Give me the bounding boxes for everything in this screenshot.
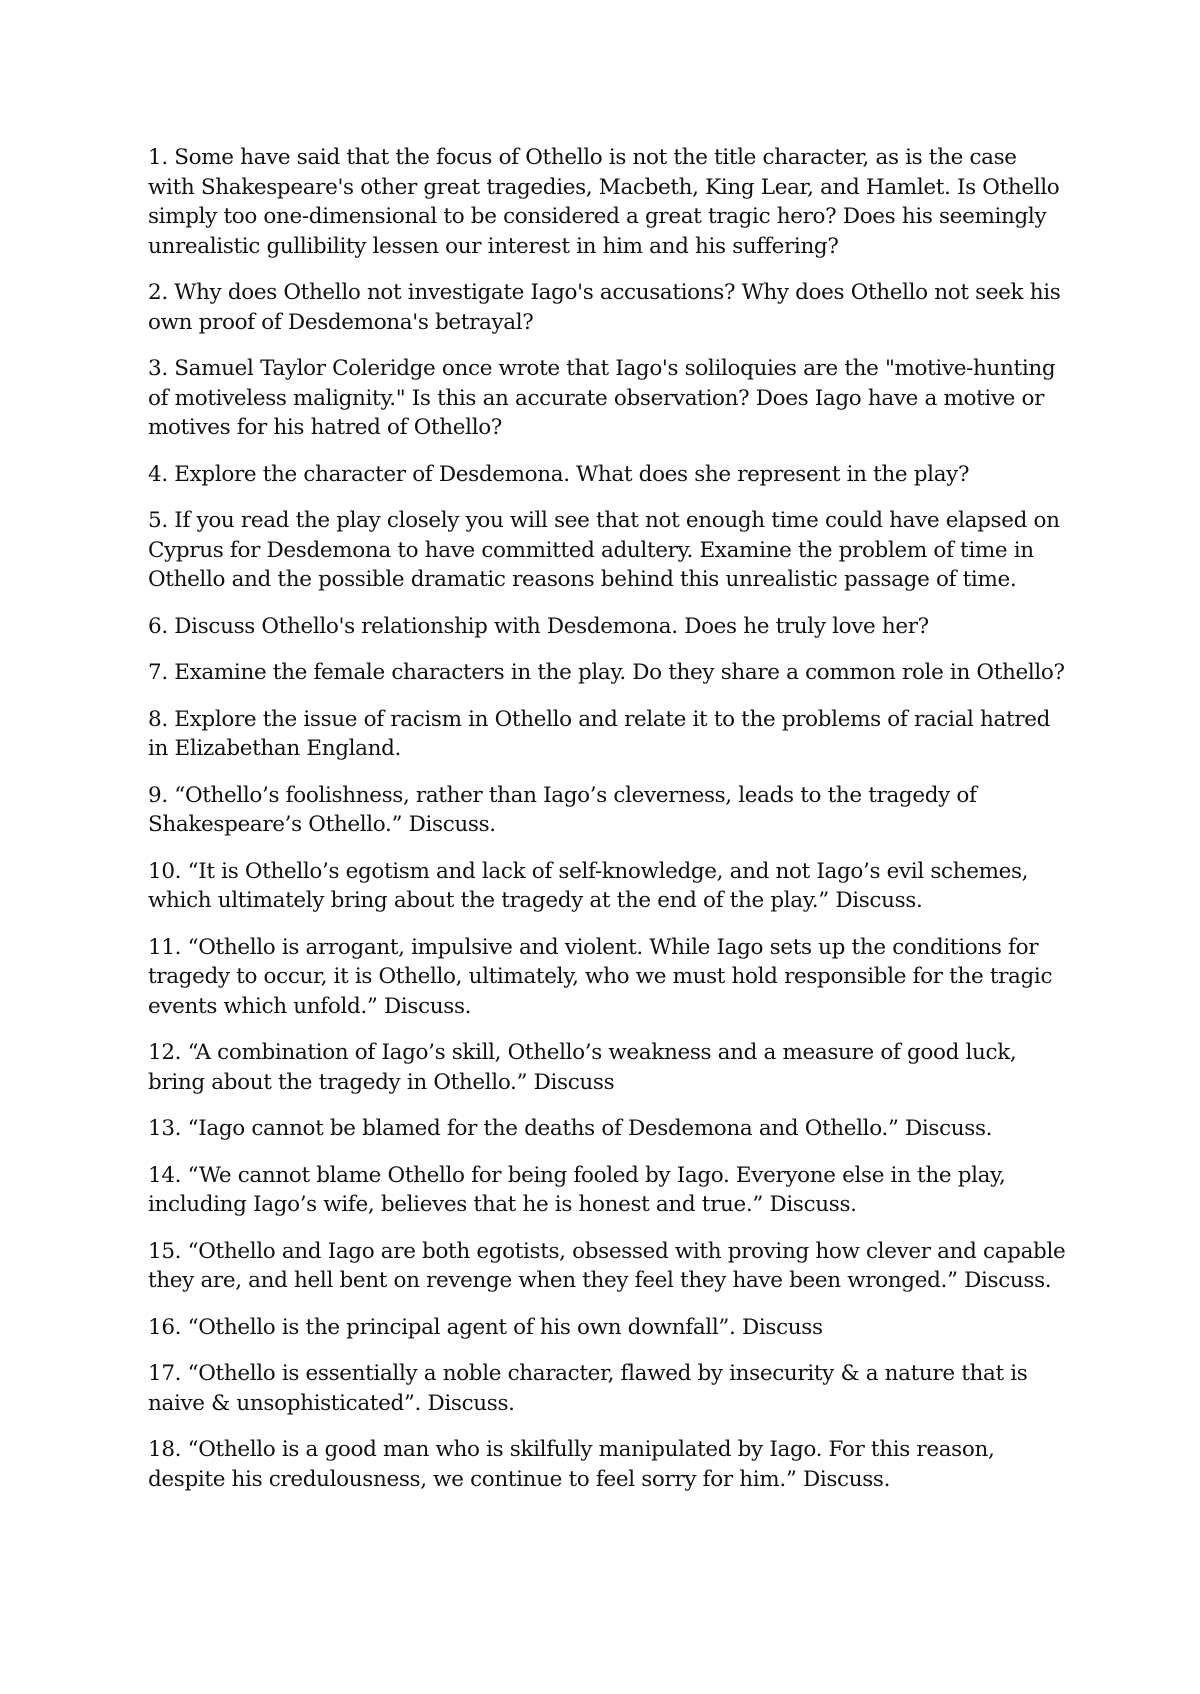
question-item: 5. If you read the play closely you will see that not enough time could have elapsed on Cyprus for Desdemona to have committed adultery. Examine the problem of time in Othello and the possible dramatic reasons behind this unrealistic passage of time. bbox=[148, 508, 1060, 592]
question-item: 14. “We cannot blame Othello for being fooled by Iago. Everyone else in the play, including Iago’s wife, believes that he is honest and true.” Discuss. bbox=[148, 1162, 1006, 1217]
question-item: 3. Samuel Taylor Coleridge once wrote that Iago's soliloquies are the "motive-hunting of motiveless malignity." Is this an accurate observation? Does Iago have a motive or motives for his hatred of Othello? bbox=[148, 356, 1056, 440]
question-item: 10. “It is Othello’s egotism and lack of self-knowledge, and not Iago’s evil schemes, which ultimately bring about the tragedy at the end of the play.” Discuss. bbox=[148, 858, 1029, 913]
question-item: 7. Examine the female characters in the play. Do they share a common role in Othello? bbox=[148, 660, 1065, 685]
question-list bbox=[148, 143, 1068, 1511]
question-item: 15. “Othello and Iago are both egotists, obsessed with proving how clever and capable they are, and hell bent on revenge when they feel they have been wronged.” Discuss. bbox=[148, 1238, 1066, 1293]
question-item: 6. Discuss Othello's relationship with Desdemona. Does he truly love her? bbox=[148, 613, 929, 639]
question-item: 4. Explore the character of Desdemona. What does she represent in the play? bbox=[148, 461, 970, 487]
question-item: 2. Why does Othello not investigate Iago's accusations? Why does Othello not seek his own proof of Desdemona's betrayal? bbox=[148, 280, 1061, 335]
question-item: 1. Some have said that the focus of Othello is not the title character, as is the case with Shakespeare's other great tragedies, Macbeth, King Lear, and Hamlet. Is Othello simply too one-dimensional to be considered a great tragic hero? Does his seemingly unrealistic gullibility lessen our interest in him and his suffering? bbox=[148, 145, 1060, 259]
question-item: 8. Explore the issue of racism in Othello and relate it to the problems of racial hatred in Elizabethan England. bbox=[148, 706, 1051, 761]
question-item: 13. “Iago cannot be blamed for the deaths of Desdemona and Othello.” Discuss. bbox=[148, 1116, 993, 1141]
question-item: 16. “Othello is the principal agent of his own downfall”. Discuss bbox=[148, 1314, 823, 1340]
question-item: 11. “Othello is arrogant, impulsive and violent. While Iago sets up the conditions for tragedy to occur, it is Othello, ultimately, who we must hold responsible for the tragic events which unfold.” Discuss. bbox=[148, 934, 1053, 1019]
question-item: 12. “A combination of Iago’s skill, Othello’s weakness and a measure of good luck, bring about the tragedy in Othello.” Discuss bbox=[148, 1040, 1017, 1095]
question-item: 17. “Othello is essentially a noble character, flawed by insecurity & a nature that is naive & unsophisticated”. Discuss. bbox=[148, 1361, 1028, 1416]
question-item: 9. “Othello’s foolishness, rather than Iago’s cleverness, leads to the tragedy of Shakespeare’s Othello.” Discuss. bbox=[148, 782, 977, 837]
question-item: 18. “Othello is a good man who is skilfully manipulated by Iago. For this reason, despite his credulousness, we continue to feel sorry for him.” Discuss. bbox=[148, 1437, 995, 1492]
